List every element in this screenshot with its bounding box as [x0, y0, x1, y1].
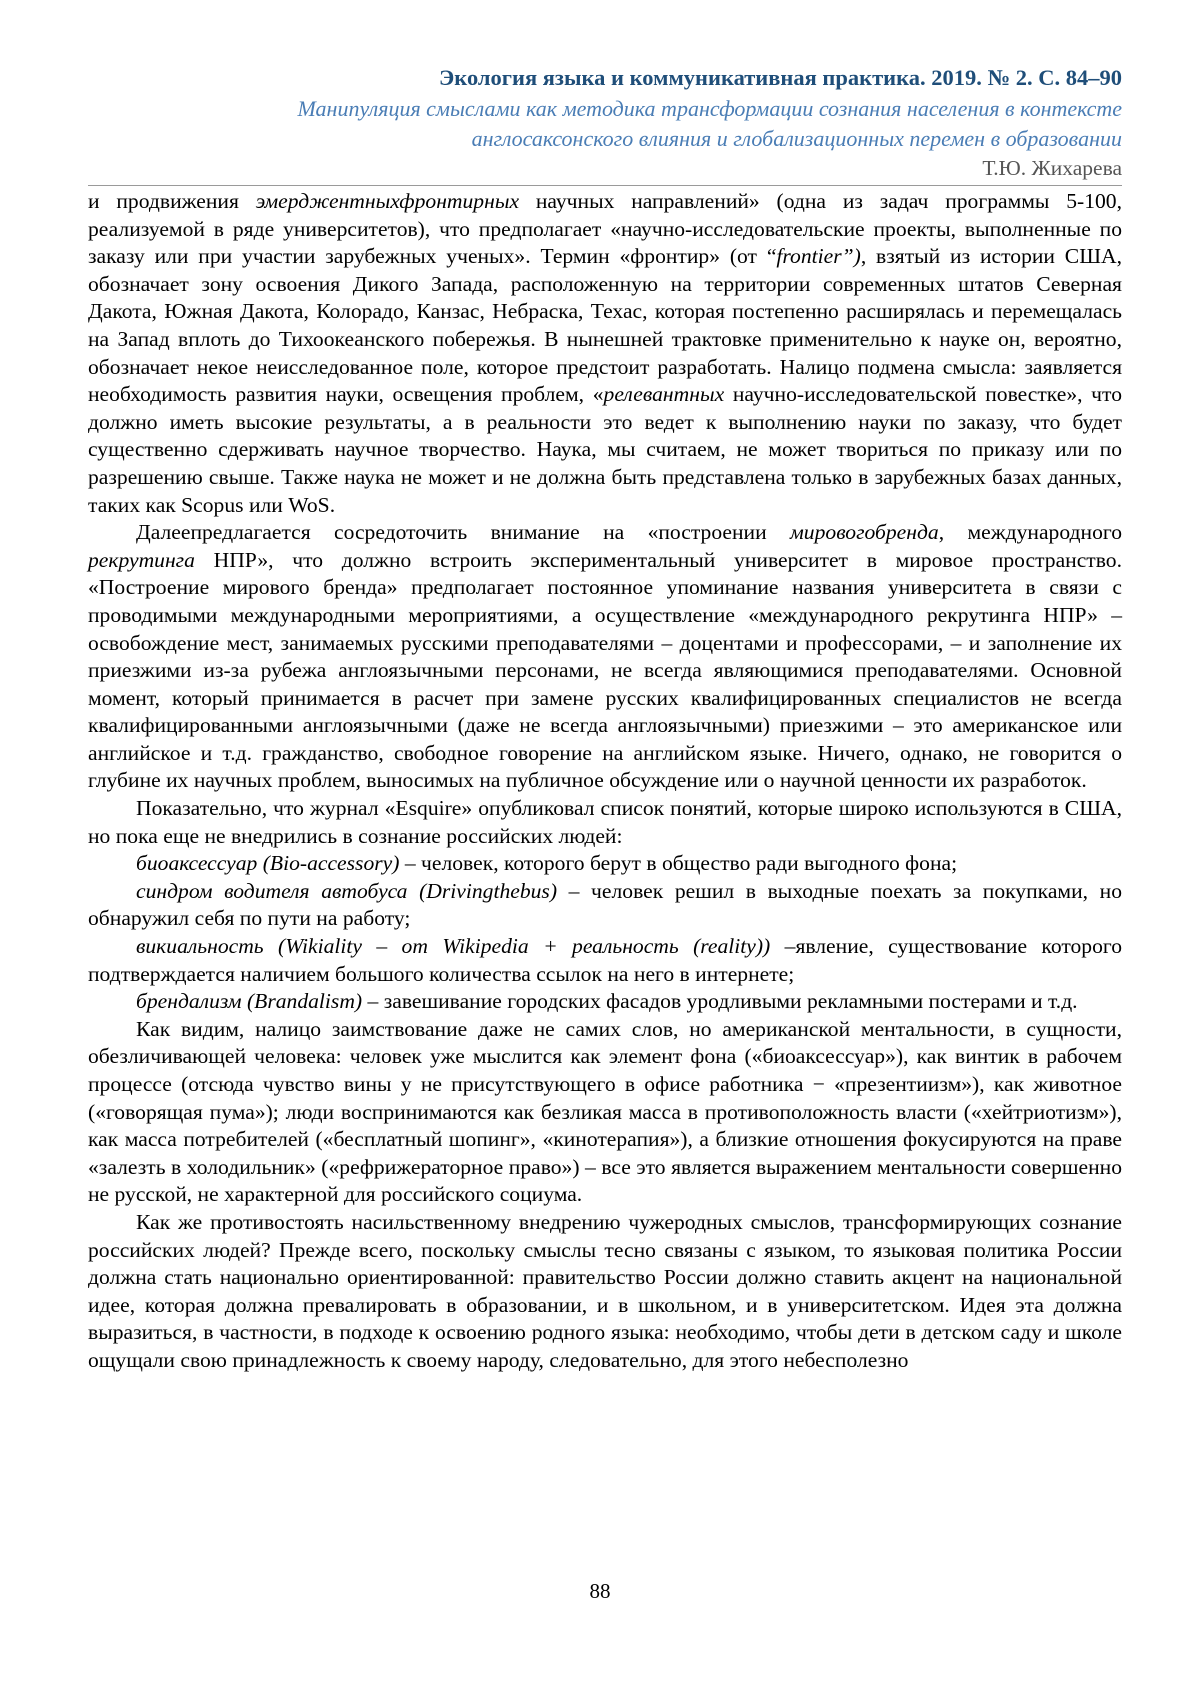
- body-paragraph: [88, 1209, 1122, 1375]
- italic-term: эмерджентныхфронтирных: [255, 189, 520, 213]
- body-paragraph: [88, 878, 1122, 933]
- article-body: [88, 188, 1122, 1375]
- running-header: [88, 62, 1122, 186]
- text-run: – человек, которого берут в общество ради выгодного фона;: [399, 851, 958, 876]
- italic-term: биоаксессуар (Bio-accessory): [136, 851, 400, 876]
- text-run: – завешивание городских фасадов уродливыми рекламными постерами и т.д.: [362, 989, 1078, 1014]
- text-run: , международного: [938, 520, 1122, 545]
- italic-term: рекрутинга: [88, 547, 195, 572]
- text-run: Далеепредлагается сосредоточить внимание на «построении: [136, 520, 791, 545]
- body-paragraph: [88, 519, 1122, 795]
- page: [88, 62, 1122, 1375]
- body-paragraph: [88, 933, 1122, 988]
- italic-term: релевантных: [603, 382, 725, 407]
- italic-term: брендализм (Brandalism): [136, 989, 363, 1014]
- text-run: , взятый из истории США, обозначает зону освоения Дикого Запада, расположенную на территории современных штатов Северная Дакота, Южная Дакота, Колорадо, Канзас, Небраска, Техас, которая постепенно расширялась и перемещалась на Запад вплоть до Тихоокеанского побережья. В нынешней трактовке применительно к науке он, вероятно, обозначает некое неисследованное поле, которое предстоит разработать. Налицо подмена смысла: заявляется необходимость развития науки, освещения проблем, «: [88, 244, 1122, 407]
- header-divider: [88, 185, 1122, 186]
- italic-term: мировогобренда: [790, 520, 939, 545]
- article-author: Т.Ю. Жихарева: [982, 156, 1122, 180]
- body-paragraph: [88, 188, 1122, 519]
- text-run: Как видим, налицо заимствование даже не самих слов, но американской ментальности, в сущности, обезличивающей человека: человек уже мыслится как элемент фона («биоаксессуар»), как винтик в рабочем процессе (отсюда чувство вины у не присутствующего в офисе работника − «презентиизм»), как животное («говорящая пума»); люди воспринимаются как безликая масса в противоположность власти («хейтриотизм»), как масса потребителей («бесплатный шопинг», «кинотерапия»), а близкие отношения фокусируются на праве «залезть в холодильник» («рефрижераторное право») – все это является выражением ментальности совершенно не русской, не характерной для российского социума.: [88, 1016, 1122, 1207]
- journal-citation: Экология языка и коммуникативная практика. 2019. № 2. С. 84–90: [439, 65, 1122, 90]
- body-paragraph: [88, 988, 1122, 1016]
- body-paragraph: [88, 1016, 1122, 1209]
- text-run: – человек решил в выходные поехать за покупками, но обнаружил себя по пути на работу;: [88, 878, 1122, 931]
- body-paragraph: [88, 850, 1122, 878]
- body-paragraph: [88, 795, 1122, 850]
- text-run: Показательно, что журнал «Esquire» опубликовал список понятий, которые широко используются в США, но пока еще не внедрились в сознание российских людей:: [88, 796, 1122, 848]
- article-title-line-1: Манипуляция смыслами как методика трансформации сознания населения в контексте: [297, 96, 1122, 121]
- italic-term: frontier”): [776, 244, 861, 269]
- page-number: 88: [589, 1579, 611, 1603]
- italic-term: викиальность (Wikiality – от Wikipedia + реальность (reality)): [136, 934, 771, 959]
- text-run: научно-исследовательской повестке», что должно иметь высокие результаты, а в реальности это ведет к выполнению науки по заказу, что будет существенно сдерживать научное творчество. Наука, мы считаем, не может твориться по приказу или по разрешению свыше. Также наука не может и не должна быть представлена только в зарубежных базах данных, таких как Scopus или WoS.: [88, 382, 1122, 517]
- text-run: и продвижения: [88, 189, 256, 213]
- text-run: –явление, существование которого подтверждается наличием большого количества ссылок на него в интернете;: [88, 934, 1123, 986]
- italic-term: синдром водителя автобуса (Drivingthebus): [136, 878, 558, 903]
- text-run: научных направлений» (одна из задач программы 5-100, реализуемой в ряде университетов), что предполагает «научно-исследовательские проекты, выполненные по заказу или при участии зарубежных ученых». Термин «фронтир» (от “: [88, 189, 1122, 269]
- text-run: НПР», что должно встроить экспериментальный университет в мировое пространство. «Построение мирового бренда» предполагает постоянное упоминание названия университета в связи с проводимыми международными мероприятиями, а осуществление «международного рекрутинга НПР» – освобождение мест, занимаемых русскими преподавателями – доцентами и профессорами, – и заполнение их приезжими из-за рубежа англоязычными персонами, не всегда являющимися преподавателями. Основной момент, который принимается в расчет при замене русских квалифицированных специалистов не всегда квалифицированными англоязычными (даже не всегда англоязычными) приезжими – это американское или английское и т.д. гражданство, свободное говорение на английском языке. Ничего, однако, не говорится о глубине их научных проблем, выносимых на публичное обсуждение или о научной ценности их разработок.: [88, 547, 1122, 793]
- article-title-line-2: англосаксонского влияния и глобализационных перемен в образовании: [471, 126, 1122, 151]
- text-run: Как же противостоять насильственному внедрению чужеродных смыслов, трансформирующих сознание российских людей? Прежде всего, поскольку смыслы тесно связаны с языком, то языковая политика России должна стать национально ориентированной: правительство России должно ставить акцент на национальной идее, которая должна превалировать в образовании, и в школьном, и в университетском. Идея эта должна выразиться, в частности, в подходе к освоению родного языка: необходимо, чтобы дети в детском саду и школе ощущали свою принадлежность к своему народу, следовательно, для этого небесполезно: [88, 1209, 1122, 1372]
